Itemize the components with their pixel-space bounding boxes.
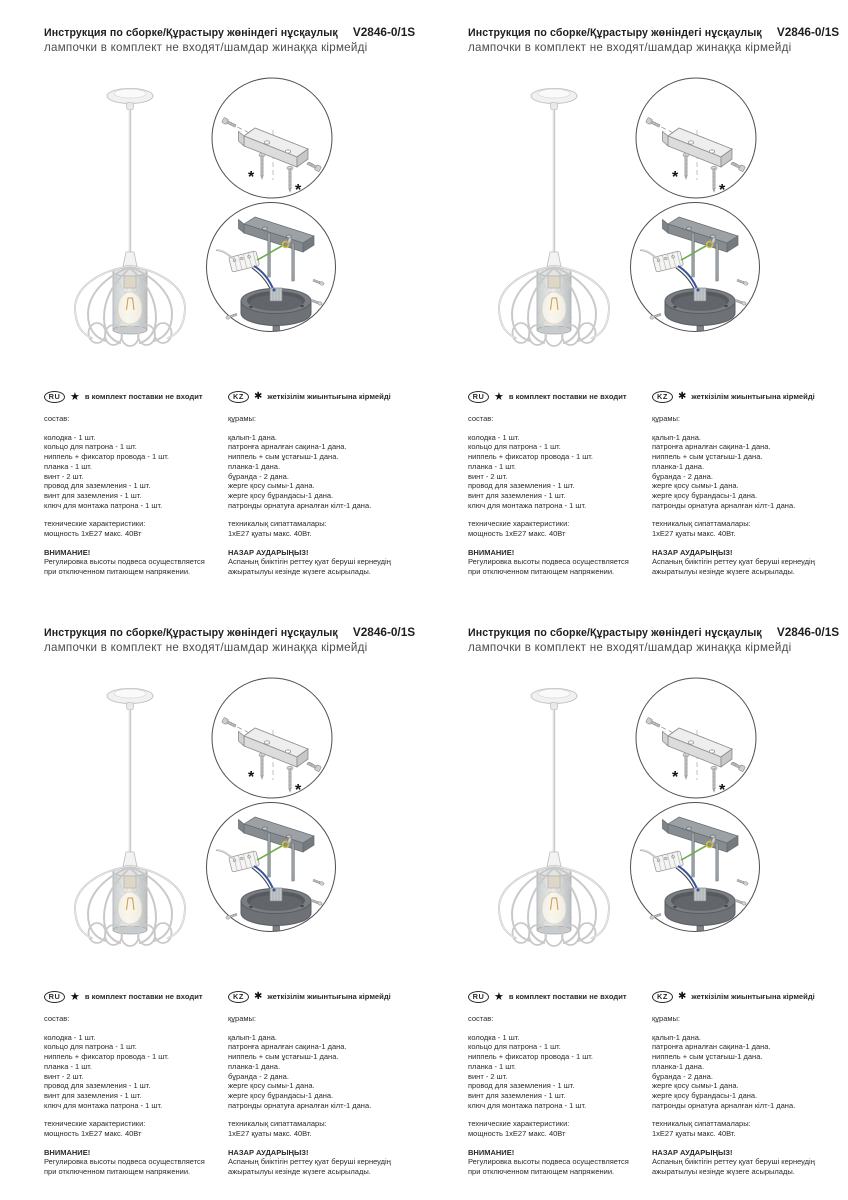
page-title: Инструкция по сборке/Құрастыру жөніндегі нұсқаулық	[468, 27, 762, 39]
part-list-item: жерге қосу сымы-1 дана.	[228, 481, 315, 491]
ru-parts-list	[468, 1033, 652, 1111]
part-list-item: винт - 2 шт.	[468, 1071, 508, 1081]
kz-badge: KZ	[228, 391, 249, 403]
asterisk-star-icon: ✱	[254, 391, 263, 402]
ru-tech-value: мощность 1хЕ27 макс. 40Вт	[468, 529, 566, 539]
text-columns	[468, 391, 844, 577]
part-list-item: патронға арналған сақина-1 дана.	[228, 1042, 347, 1052]
kz-star-note: жеткізілім жиынтығына кірмейді	[691, 392, 815, 402]
part-list-item: планка-1 дана.	[228, 461, 281, 471]
part-list-item: провод для заземления - 1 шт.	[468, 1081, 575, 1091]
ru-tech-label: технические характеристики:	[44, 519, 146, 529]
ru-warning-block	[468, 1148, 652, 1177]
part-list-item: ниппель + фиксатор провода - 1 шт.	[468, 1052, 593, 1062]
ru-star-note: в комплект поставки не входит	[84, 392, 203, 402]
asterisk-star-icon: ✱	[678, 391, 687, 402]
kz-warning-line: ажыратылуы кезінде жүзеге асырылады.	[228, 1167, 371, 1177]
ru-tech-value: мощность 1хЕ27 макс. 40Вт	[44, 529, 142, 539]
part-list-item: планка-1 дана.	[228, 1061, 281, 1071]
part-list-item: планка - 1 шт.	[44, 1061, 92, 1071]
part-list-item: жерге қосу бұрандасы-1 дана.	[652, 1090, 758, 1100]
page-title: Инструкция по сборке/Құрастыру жөніндегі нұсқаулық	[44, 627, 338, 639]
kz-badge: KZ	[652, 391, 673, 403]
model-number: V2846-0/1S	[776, 25, 840, 39]
cup-stem	[273, 926, 280, 931]
kz-star-note: жеткізілім жиынтығына кірмейді	[267, 992, 391, 1002]
part-list-item: провод для заземления - 1 шт.	[44, 1081, 151, 1091]
part-list-item: планка - 1 шт.	[468, 1061, 516, 1071]
part-list-item: кольцо для патрона - 1 шт.	[468, 1042, 561, 1052]
ru-compose-label: состав:	[468, 1014, 494, 1023]
ru-star-note: в комплект поставки не входит	[84, 992, 203, 1002]
ru-warning-line: Регулировка высоты подвеса осуществляется	[468, 557, 629, 567]
part-list-item: жерге қосу бұрандасы-1 дана.	[228, 1090, 334, 1100]
canopy-nipple	[551, 703, 558, 710]
part-list-item: ниппель + фиксатор провода - 1 шт.	[468, 452, 593, 462]
cage-bottom-loops	[89, 323, 172, 346]
wiring-detail-illustration	[628, 200, 762, 334]
kz-compose-label: құрамы:	[652, 414, 681, 423]
kz-tech-block	[652, 519, 844, 538]
part-list-item: патронға арналған сақина-1 дана.	[652, 1042, 771, 1052]
canopy-nipple	[127, 703, 134, 710]
canopy-nipple	[551, 103, 558, 110]
part-list-item: жерге қосу бұрандасы-1 дана.	[228, 490, 334, 500]
part-list-item: планка - 1 шт.	[468, 461, 516, 471]
page-subtitle: лампочки в комплект не входят/шамдар жинаққа кірмейді	[44, 641, 368, 654]
kz-warning-title: НАЗАР АУДАРЫҢЫЗ!	[228, 1147, 309, 1157]
part-list-item: қалып-1 дана.	[228, 1032, 277, 1042]
kz-tech-label: техникалық сипаттамалары:	[228, 519, 327, 529]
quadrant-top-left	[0, 0, 424, 600]
kz-warning-line: ажыратылуы кезінде жүзеге асырылады.	[652, 567, 795, 577]
part-list-item: бұранда - 2 дана.	[652, 471, 713, 481]
page-subtitle: лампочки в комплект не входят/шамдар жинаққа кірмейді	[468, 641, 792, 654]
text-columns	[44, 391, 420, 577]
ru-star-note: в комплект поставки не входит	[508, 392, 627, 402]
ru-warning-block	[468, 548, 652, 577]
kz-lang-row	[228, 991, 420, 1003]
part-list-item: провод для заземления - 1 шт.	[44, 481, 151, 491]
part-list-item: патронды орнатуға арналған кілт-1 дана.	[652, 1100, 796, 1110]
part-list-item: қалып-1 дана.	[652, 1032, 701, 1042]
kz-warning-line: Аспаның биіктігін реттеу қуат беруші кернеудің	[652, 557, 815, 567]
asterisk-mark: *	[295, 182, 302, 199]
part-list-item: жерге қосу сымы-1 дана.	[652, 1081, 739, 1091]
part-list-item: патронды орнатуға арналған кілт-1 дана.	[652, 500, 796, 510]
ru-badge: RU	[44, 391, 65, 403]
kz-tech-label: техникалық сипаттамалары:	[652, 1119, 751, 1129]
ru-parts-list	[44, 433, 228, 511]
kz-warning-block	[228, 548, 420, 577]
ru-warning-block	[44, 548, 228, 577]
model-number: V2846-0/1S	[352, 625, 416, 639]
ru-tech-value: мощность 1хЕ27 макс. 40Вт	[44, 1129, 142, 1139]
kz-compose-label: құрамы:	[652, 1014, 681, 1023]
kz-warning-line: ажыратылуы кезінде жүзеге асырылады.	[652, 1167, 795, 1177]
ru-warning-line: при отключенном питающем напряжении.	[468, 1167, 615, 1177]
part-list-item: ключ для монтажа патрона - 1 шт.	[44, 1100, 163, 1110]
part-list-item: планка-1 дана.	[652, 461, 705, 471]
ru-section	[44, 991, 228, 1177]
asterisk-mark: *	[248, 769, 255, 786]
part-list-item: ниппель + фиксатор провода - 1 шт.	[44, 1052, 169, 1062]
kz-warning-title: НАЗАР АУДАРЫҢЫЗ!	[228, 547, 309, 557]
wiring-detail-illustration	[628, 800, 762, 934]
star-icon: ★	[70, 390, 80, 403]
text-columns	[44, 991, 420, 1177]
ru-badge: RU	[468, 991, 489, 1003]
asterisk-star-icon: ✱	[254, 991, 263, 1002]
kz-badge: KZ	[228, 991, 249, 1003]
title-row	[44, 25, 418, 39]
page-subtitle: лампочки в комплект не входят/шамдар жинаққа кірмейді	[468, 41, 792, 54]
part-list-item: жерге қосу сымы-1 дана.	[228, 1081, 315, 1091]
quadrant-header	[468, 625, 842, 654]
part-list-item: кольцо для патрона - 1 шт.	[468, 442, 561, 452]
kz-parts-list	[652, 1033, 844, 1111]
kz-tech-label: техникалық сипаттамалары:	[652, 519, 751, 529]
pendant-lamp-illustration	[492, 680, 616, 950]
title-row	[468, 25, 842, 39]
part-list-item: бұранда - 2 дана.	[228, 1071, 289, 1081]
kz-badge: KZ	[652, 991, 673, 1003]
ru-tech-value: мощность 1хЕ27 макс. 40Вт	[468, 1129, 566, 1139]
kz-tech-value: 1хЕ27 қуаты макс. 40Вт.	[652, 1129, 736, 1139]
socket-cover	[123, 252, 137, 267]
ru-warning-title: ВНИМАНИЕ!	[44, 547, 91, 557]
ru-lang-row	[468, 391, 652, 403]
kz-parts-list	[652, 433, 844, 511]
ru-warning-title: ВНИМАНИЕ!	[468, 1147, 515, 1157]
asterisk-mark: *	[672, 769, 679, 786]
quadrant-bottom-left	[0, 600, 424, 1200]
kz-lang-row	[652, 391, 844, 403]
part-list-item: патронға арналған сақина-1 дана.	[228, 442, 347, 452]
part-list-item: колодка - 1 шт.	[468, 1032, 520, 1042]
kz-section	[228, 991, 420, 1177]
asterisk-mark: *	[248, 169, 255, 186]
kz-warning-block	[652, 548, 844, 577]
ru-tech-block	[44, 1119, 228, 1138]
part-list-item: патронға арналған сақина-1 дана.	[652, 442, 771, 452]
wiring-detail-illustration	[204, 800, 338, 934]
asterisk-mark: *	[295, 782, 302, 799]
kz-star-note: жеткізілім жиынтығына кірмейді	[691, 992, 815, 1002]
part-list-item: планка-1 дана.	[652, 1061, 705, 1071]
kz-parts-list	[228, 433, 420, 511]
kz-parts-list	[228, 1033, 420, 1111]
part-list-item: колодка - 1 шт.	[468, 432, 520, 442]
part-list-item: жерге қосу бұрандасы-1 дана.	[652, 490, 758, 500]
kz-section	[652, 991, 844, 1177]
part-list-item: қалып-1 дана.	[652, 432, 701, 442]
part-list-item: патронды орнатуға арналған кілт-1 дана.	[228, 1100, 372, 1110]
kz-warning-line: Аспаның биіктігін реттеу қуат беруші кернеудің	[228, 1157, 391, 1167]
socket-cover	[547, 852, 561, 867]
part-list-item: колодка - 1 шт.	[44, 432, 96, 442]
kz-tech-block	[228, 1119, 420, 1138]
ru-tech-label: технические характеристики:	[468, 1119, 570, 1129]
part-list-item: бұранда - 2 дана.	[652, 1071, 713, 1081]
kz-compose-label: құрамы:	[228, 414, 257, 423]
bracket-detail-illustration	[210, 76, 334, 200]
kz-compose-label: құрамы:	[228, 1014, 257, 1023]
ru-warning-line: Регулировка высоты подвеса осуществляется	[468, 1157, 629, 1167]
part-list-item: ниппель + сым ұстағыш-1 дана.	[652, 1052, 763, 1062]
ru-warning-line: при отключенном питающем напряжении.	[44, 1167, 191, 1177]
ru-tech-block	[468, 1119, 652, 1138]
ru-warning-block	[44, 1148, 228, 1177]
ru-badge: RU	[44, 991, 65, 1003]
part-list-item: винт - 2 шт.	[44, 1071, 84, 1081]
part-list-item: ключ для монтажа патрона - 1 шт.	[468, 1100, 587, 1110]
ceiling-canopy	[107, 689, 153, 710]
ceiling-canopy	[107, 89, 153, 110]
ru-section	[44, 391, 228, 577]
model-number: V2846-0/1S	[352, 25, 416, 39]
ru-star-note: в комплект поставки не входит	[508, 992, 627, 1002]
cage-bottom-loops	[89, 923, 172, 946]
part-list-item: ниппель + сым ұстағыш-1 дана.	[228, 1052, 339, 1062]
part-list-item: винт для заземления - 1 шт.	[44, 490, 142, 500]
kz-star-note: жеткізілім жиынтығына кірмейді	[267, 392, 391, 402]
cup-stem	[273, 326, 280, 331]
strain-relief	[694, 288, 706, 301]
socket-cover	[547, 252, 561, 267]
cup-stem	[697, 326, 704, 331]
ru-parts-list	[468, 433, 652, 511]
ru-tech-block	[468, 519, 652, 538]
part-list-item: винт для заземления - 1 шт.	[44, 1090, 142, 1100]
cage-bottom-loops	[513, 323, 596, 346]
part-list-item: ниппель + сым ұстағыш-1 дана.	[652, 452, 763, 462]
star-icon: ★	[494, 990, 504, 1003]
socket-cover	[123, 852, 137, 867]
kz-warning-title: НАЗАР АУДАРЫҢЫЗ!	[652, 1147, 733, 1157]
ru-lang-row	[44, 391, 228, 403]
page-title: Инструкция по сборке/Құрастыру жөніндегі нұсқаулық	[44, 27, 338, 39]
part-list-item: планка - 1 шт.	[44, 461, 92, 471]
quadrant-header	[44, 25, 418, 54]
ru-warning-title: ВНИМАНИЕ!	[468, 547, 515, 557]
kz-tech-value: 1хЕ27 қуаты макс. 40Вт.	[228, 1129, 312, 1139]
ceiling-canopy	[531, 89, 577, 110]
part-list-item: колодка - 1 шт.	[44, 1032, 96, 1042]
ru-tech-block	[44, 519, 228, 538]
bracket-detail-illustration	[634, 76, 758, 200]
page-title: Инструкция по сборке/Құрастыру жөніндегі нұсқаулық	[468, 627, 762, 639]
part-list-item: винт для заземления - 1 шт.	[468, 1090, 566, 1100]
part-list-item: провод для заземления - 1 шт.	[468, 481, 575, 491]
part-list-item: винт - 2 шт.	[44, 471, 84, 481]
ru-tech-label: технические характеристики:	[44, 1119, 146, 1129]
title-row	[468, 625, 842, 639]
wiring-detail-illustration	[204, 200, 338, 334]
kz-section	[652, 391, 844, 577]
ru-compose-label: состав:	[44, 414, 70, 423]
bracket-detail-illustration	[634, 676, 758, 800]
ru-parts-list	[44, 1033, 228, 1111]
ru-lang-row	[468, 991, 652, 1003]
ru-section	[468, 991, 652, 1177]
part-list-item: бұранда - 2 дана.	[228, 471, 289, 481]
part-list-item: винт - 2 шт.	[468, 471, 508, 481]
part-list-item: жерге қосу сымы-1 дана.	[652, 481, 739, 491]
title-row	[44, 625, 418, 639]
kz-tech-value: 1хЕ27 қуаты макс. 40Вт.	[652, 529, 736, 539]
kz-warning-line: ажыратылуы кезінде жүзеге асырылады.	[228, 567, 371, 577]
model-number: V2846-0/1S	[776, 625, 840, 639]
quadrant-header	[468, 25, 842, 54]
ru-warning-title: ВНИМАНИЕ!	[44, 1147, 91, 1157]
kz-section	[228, 391, 420, 577]
ru-lang-row	[44, 991, 228, 1003]
part-list-item: ключ для монтажа патрона - 1 шт.	[468, 500, 587, 510]
part-list-item: ниппель + сым ұстағыш-1 дана.	[228, 452, 339, 462]
text-columns	[468, 991, 844, 1177]
ceiling-canopy	[531, 689, 577, 710]
kz-warning-line: Аспаның биіктігін реттеу қуат беруші кернеудің	[652, 1157, 815, 1167]
ru-compose-label: состав:	[468, 414, 494, 423]
part-list-item: патронды орнатуға арналған кілт-1 дана.	[228, 500, 372, 510]
pendant-lamp-illustration	[68, 680, 192, 950]
kz-tech-value: 1хЕ27 қуаты макс. 40Вт.	[228, 529, 312, 539]
page-subtitle: лампочки в комплект не входят/шамдар жинаққа кірмейді	[44, 41, 368, 54]
kz-warning-line: Аспаның биіктігін реттеу қуат беруші кернеудің	[228, 557, 391, 567]
quadrant-top-right	[424, 0, 848, 600]
quadrant-bottom-right	[424, 600, 848, 1200]
star-icon: ★	[494, 390, 504, 403]
cup-stem	[697, 926, 704, 931]
kz-lang-row	[652, 991, 844, 1003]
kz-tech-label: техникалық сипаттамалары:	[228, 1119, 327, 1129]
ru-compose-label: состав:	[44, 1014, 70, 1023]
ru-section	[468, 391, 652, 577]
part-list-item: ниппель + фиксатор провода - 1 шт.	[44, 452, 169, 462]
asterisk-mark: *	[719, 182, 726, 199]
canopy-nipple	[127, 103, 134, 110]
kz-warning-title: НАЗАР АУДАРЫҢЫЗ!	[652, 547, 733, 557]
kz-warning-block	[228, 1148, 420, 1177]
kz-warning-block	[652, 1148, 844, 1177]
strain-relief	[270, 888, 282, 901]
asterisk-mark: *	[672, 169, 679, 186]
asterisk-mark: *	[719, 782, 726, 799]
ru-warning-line: при отключенном питающем напряжении.	[468, 567, 615, 577]
kz-tech-block	[228, 519, 420, 538]
ru-badge: RU	[468, 391, 489, 403]
star-icon: ★	[70, 990, 80, 1003]
quadrant-header	[44, 625, 418, 654]
cage-bottom-loops	[513, 923, 596, 946]
strain-relief	[694, 888, 706, 901]
asterisk-star-icon: ✱	[678, 991, 687, 1002]
part-list-item: ключ для монтажа патрона - 1 шт.	[44, 500, 163, 510]
ru-warning-line: при отключенном питающем напряжении.	[44, 567, 191, 577]
kz-tech-block	[652, 1119, 844, 1138]
kz-lang-row	[228, 391, 420, 403]
part-list-item: винт для заземления - 1 шт.	[468, 490, 566, 500]
pendant-lamp-illustration	[492, 80, 616, 350]
part-list-item: кольцо для патрона - 1 шт.	[44, 1042, 137, 1052]
ru-warning-line: Регулировка высоты подвеса осуществляется	[44, 1157, 205, 1167]
ru-tech-label: технические характеристики:	[468, 519, 570, 529]
pendant-lamp-illustration	[68, 80, 192, 350]
part-list-item: қалып-1 дана.	[228, 432, 277, 442]
ru-warning-line: Регулировка высоты подвеса осуществляется	[44, 557, 205, 567]
strain-relief	[270, 288, 282, 301]
bracket-detail-illustration	[210, 676, 334, 800]
part-list-item: кольцо для патрона - 1 шт.	[44, 442, 137, 452]
